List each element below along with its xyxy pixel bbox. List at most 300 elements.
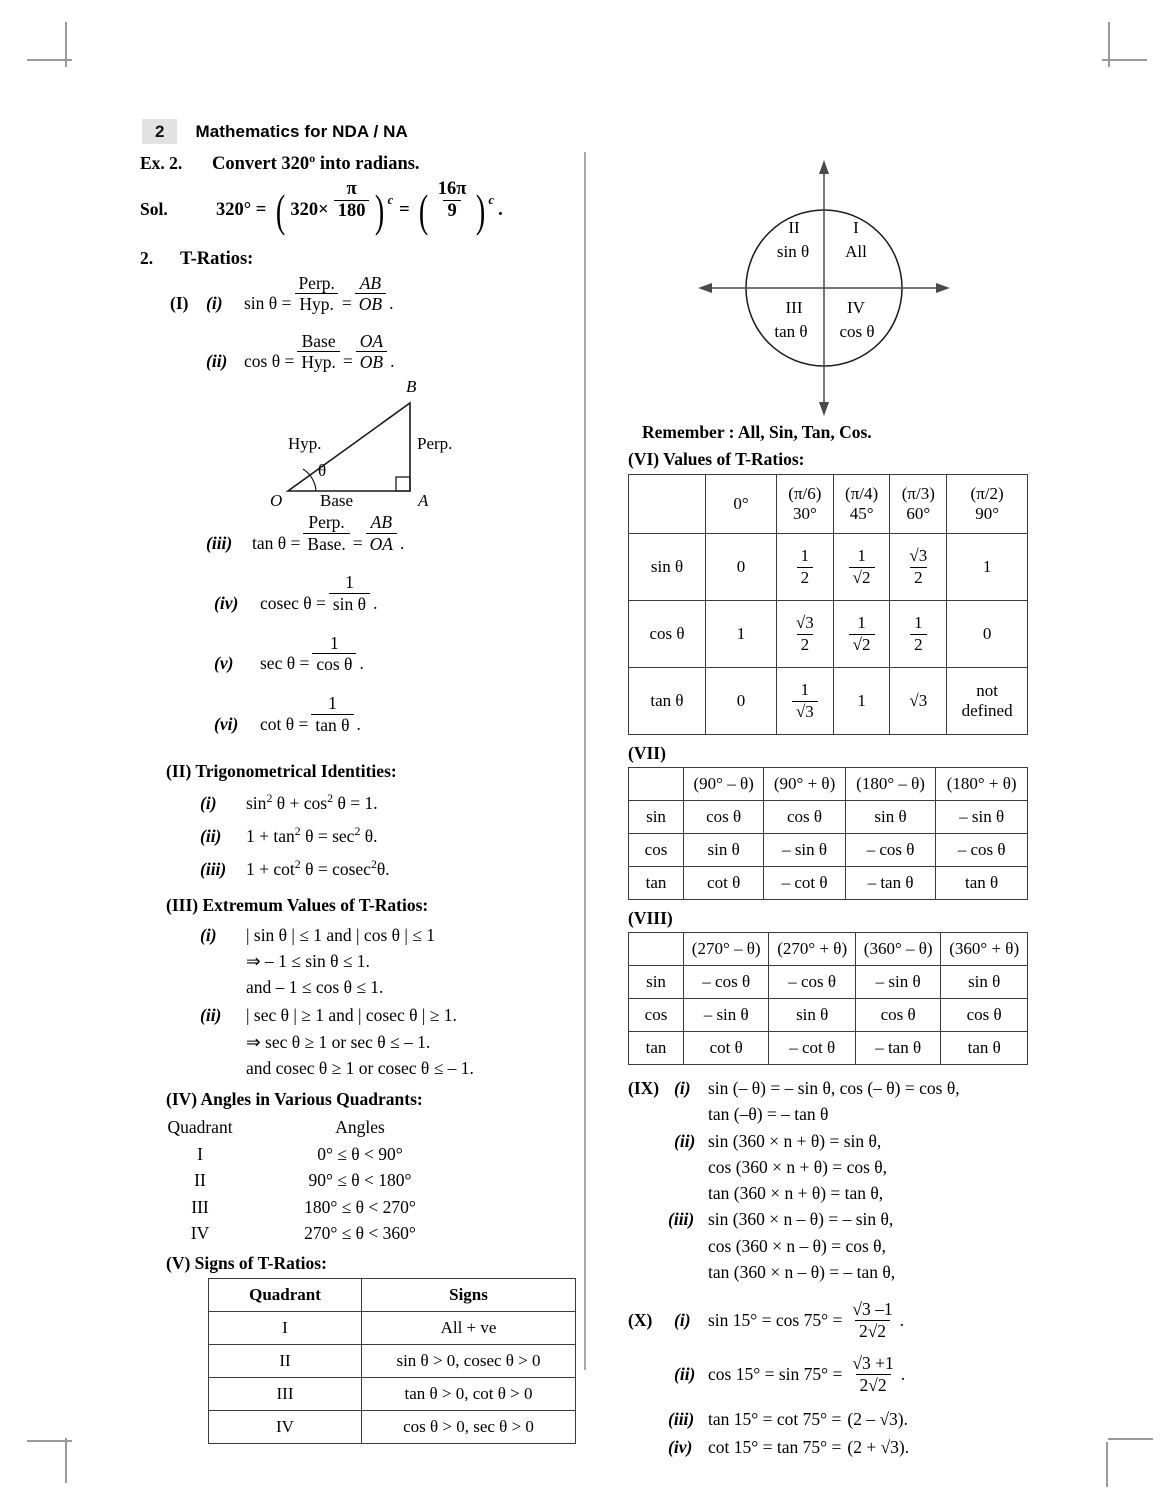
identity-row <box>200 856 580 882</box>
table-header-row <box>209 1279 576 1312</box>
fraction <box>792 680 818 721</box>
function-name: sin θ = <box>244 293 292 314</box>
cell-value <box>777 534 834 601</box>
table-row <box>209 1312 576 1345</box>
cell-quadrant: I <box>209 1312 362 1345</box>
item-number: (ii) <box>200 826 222 847</box>
exponent: 2 <box>294 824 301 839</box>
formula-value: (2 + √3) <box>847 1436 905 1457</box>
col-header: (270° + θ) <box>769 933 856 966</box>
numerator: 1 <box>857 546 866 566</box>
numerator: 1 <box>800 680 810 700</box>
remember-note: Remember : All, Sin, Tan, Cos. <box>642 422 872 442</box>
cell-value: sin θ <box>941 966 1028 999</box>
expr-tail: θ. <box>360 826 378 847</box>
denominator: 180 <box>334 200 370 223</box>
item-number: (i) <box>200 924 217 945</box>
group-II-heading: (II) Trigonometrical Identities: <box>166 760 397 781</box>
extremum-line: ⇒ sec θ ≥ 1 or sec θ ≤ – 1. <box>246 1031 431 1052</box>
formula-line: tan (360 × n + θ) = tan θ, <box>708 1183 884 1203</box>
crop-mark-bottom-right-v <box>1106 1442 1108 1487</box>
cell-quadrant: II <box>209 1345 362 1378</box>
denominator: OB <box>355 293 386 315</box>
radian-label: (π/6) <box>788 484 822 503</box>
side-label-hyp: Hyp. <box>288 433 322 453</box>
table-row <box>629 834 1028 867</box>
fraction <box>848 1353 897 1395</box>
exponent: 2 <box>354 824 361 839</box>
formula-lhs: sin 15° = cos 75° = <box>708 1310 843 1331</box>
table-header-row <box>629 933 1028 966</box>
cell-value: 0 <box>947 601 1028 668</box>
quadrant-number: III <box>191 1196 209 1217</box>
table-row-tan <box>629 668 1028 735</box>
col-header: (270° – θ) <box>684 933 769 966</box>
formula-row <box>178 632 580 684</box>
group-III-heading: (III) Extremum Values of T-Ratios: <box>166 894 429 915</box>
extremum-line: ⇒ – 1 ≤ sin θ ≤ 1. <box>246 950 370 971</box>
book-title: Mathematics for NDA / NA <box>195 121 408 141</box>
page-header <box>142 119 408 144</box>
cell-value: 1 <box>947 534 1028 601</box>
crop-mark-bottom-left-h <box>27 1440 72 1442</box>
formula-line: tan (360 × n – θ) = – tan θ, <box>708 1261 896 1282</box>
quadrant-II-function: sin θ <box>776 242 810 261</box>
table-row <box>209 1411 576 1444</box>
row-header: cos θ <box>629 601 706 668</box>
quadrant-row <box>140 1220 580 1247</box>
cell-value: cos θ <box>855 999 940 1032</box>
formula-line: sin (360 × n + θ) = sin θ, <box>708 1130 882 1151</box>
row-header: tan <box>629 867 684 900</box>
paren-left-icon: ( <box>276 185 286 236</box>
fraction <box>849 546 875 587</box>
expr-tail: θ = 1. <box>333 792 378 813</box>
fraction-ratio <box>294 273 338 315</box>
row-header: tan θ <box>629 668 706 735</box>
numerator: 1 <box>345 572 354 593</box>
denominator: 2√2 <box>856 1374 891 1396</box>
group-X-row <box>628 1353 1033 1395</box>
group-IX-row <box>628 1128 1033 1207</box>
cell-quadrant: III <box>209 1378 362 1411</box>
fraction-sides <box>356 331 387 373</box>
quadrant-angle-range: 180° ≤ θ < 270° <box>304 1196 416 1217</box>
section-2-heading <box>140 245 580 274</box>
extremum-line: | sin θ | ≤ 1 and | cos θ | ≤ 1 <box>246 924 436 945</box>
col-header: (90° – θ) <box>684 768 764 801</box>
numerator: √3 <box>909 546 928 566</box>
cell-signs: All + ve <box>362 1312 576 1345</box>
quadrant-angle-range: 90° ≤ θ < 180° <box>308 1170 412 1191</box>
corner-cell <box>629 768 684 801</box>
numerator: 1 <box>328 692 337 713</box>
period: . <box>390 351 395 372</box>
group-label-X: (X) <box>628 1310 653 1331</box>
formula-line: sin (360 × n – θ) = – sin θ, <box>708 1209 894 1230</box>
quadrant-number: IV <box>190 1223 210 1244</box>
group-label-IX: (IX) <box>628 1078 660 1098</box>
item-number: (ii) <box>200 1005 222 1026</box>
expr-part: 1 + cot <box>246 859 295 880</box>
cell-value: 1 <box>706 601 777 668</box>
fraction <box>792 613 818 654</box>
denominator: 2 <box>910 634 927 655</box>
exponent: 2 <box>327 791 334 806</box>
table-header-row <box>629 768 1028 801</box>
right-triangle-figure <box>270 376 570 516</box>
denominator: 2 <box>910 567 927 588</box>
crop-mark-top-left-h <box>27 59 72 61</box>
table-row <box>629 999 1028 1032</box>
row-header: sin θ <box>629 534 706 601</box>
exponent: 2 <box>370 857 377 872</box>
table-row-sin <box>629 534 1028 601</box>
denominator: 9 <box>443 200 460 223</box>
numerator: AB <box>370 512 393 533</box>
row-header: sin <box>629 801 684 834</box>
formula-row <box>170 512 580 564</box>
numerator: Base <box>301 330 336 351</box>
quadrant-table-header <box>140 1114 580 1141</box>
col-header: (90° + θ) <box>764 768 846 801</box>
table-header-row <box>629 475 1028 534</box>
group-X-row <box>628 1434 1033 1460</box>
denominator: √2 <box>849 634 875 655</box>
expr-mid: θ + cos <box>272 792 328 813</box>
row-header: tan <box>629 1032 684 1065</box>
item-number: (iii) <box>200 859 227 880</box>
col-header-signs: Signs <box>362 1279 576 1312</box>
extremum-line: and cosec θ ≥ 1 or cosec θ ≤ – 1. <box>246 1057 474 1078</box>
value-line-1: not <box>976 681 998 700</box>
item-number: (ii) <box>674 1364 696 1385</box>
identity-row <box>200 790 580 816</box>
numerator: 1 <box>330 632 339 653</box>
fraction-16pi-9 <box>434 179 471 224</box>
numerator: √3 +1 <box>852 1353 894 1374</box>
left-column <box>140 150 580 1444</box>
period: . <box>899 1310 904 1331</box>
group-X-row <box>628 1406 1033 1432</box>
angle-label-theta: θ <box>318 460 327 480</box>
value-line-2: defined <box>961 701 1013 720</box>
side-label-perp: Perp. <box>417 433 453 453</box>
quadrant-I-roman: I <box>853 218 859 237</box>
quadrant-angle-range: 270° ≤ θ < 360° <box>304 1223 416 1244</box>
group-label-I: (I) <box>170 293 189 314</box>
item-number: (iv) <box>214 593 239 614</box>
quadrant-row <box>140 1167 580 1194</box>
radian-label: (π/3) <box>901 484 935 503</box>
col-header: (360° + θ) <box>941 933 1028 966</box>
fraction-reciprocal <box>311 693 353 735</box>
vertex-label-O: O <box>270 490 283 510</box>
item-number: (ii) <box>206 351 228 372</box>
expr-part: 1 + tan <box>246 826 295 847</box>
equals-sign: = <box>399 200 410 221</box>
paren-left-icon-2: ( <box>418 185 428 236</box>
cell-value: sin θ <box>845 801 935 834</box>
extremum-row <box>200 1002 580 1081</box>
formula-lhs: cot 15° = tan 75° = <box>708 1436 842 1457</box>
paren-right-icon: ) <box>375 185 385 236</box>
col-header-30deg <box>777 475 834 534</box>
crop-mark-bottom-right-h <box>1108 1438 1153 1440</box>
fraction <box>797 546 814 587</box>
cell-value: – sin θ <box>684 999 769 1032</box>
exponent: 2 <box>294 857 301 872</box>
formula-line: cos (360 × n – θ) = cos θ, <box>708 1235 886 1256</box>
quadrant-III-function: tan θ <box>774 322 808 341</box>
quadrant-number: II <box>194 1170 206 1191</box>
formula-lhs: cos 15° = sin 75° = <box>708 1364 843 1385</box>
exponent-c-2: c <box>488 192 495 207</box>
cell-value: – sin θ <box>855 966 940 999</box>
section-number: 2. <box>140 248 154 269</box>
expr-tail: θ. <box>376 859 390 880</box>
expr-mid: θ = cosec <box>300 859 371 880</box>
cell-value: – cos θ <box>684 966 769 999</box>
crop-mark-top-right-h <box>1102 59 1147 61</box>
fraction-pi-180 <box>334 179 370 224</box>
cell-value: cos θ <box>941 999 1028 1032</box>
solution-lhs: 320° = <box>216 200 267 221</box>
factor-320: 320× <box>290 200 329 221</box>
cell-value <box>777 601 834 668</box>
denominator: Hyp. <box>297 351 340 373</box>
item-number: (iii) <box>206 532 233 553</box>
item-number: (iii) <box>668 1209 695 1230</box>
item-number: (i) <box>206 293 223 314</box>
item-number: (vi) <box>214 713 239 734</box>
period: . <box>904 1436 910 1457</box>
fraction <box>849 613 875 654</box>
cell-value: – tan θ <box>845 867 935 900</box>
allied-angles-table-2 <box>628 932 1028 1065</box>
cell-value <box>777 668 834 735</box>
group-IV-heading: (IV) Angles in Various Quadrants: <box>166 1089 423 1110</box>
quadrant-IV-roman: IV <box>847 298 865 317</box>
equals: = <box>341 293 352 314</box>
cell-value: 0 <box>706 668 777 735</box>
item-number: (ii) <box>674 1130 696 1151</box>
cell-value: cot θ <box>684 1032 769 1065</box>
numerator: OA <box>359 330 384 351</box>
numerator: Perp. <box>308 512 345 533</box>
quadrant-number: I <box>197 1143 203 1164</box>
formula-row <box>178 572 580 624</box>
col-header: (360° – θ) <box>855 933 940 966</box>
cell-signs: sin θ > 0, cosec θ > 0 <box>362 1345 576 1378</box>
fraction-sides <box>366 512 397 554</box>
group-X-row <box>628 1299 1033 1341</box>
equals: = <box>342 351 353 372</box>
example-statement <box>140 150 580 179</box>
cell-value: tan θ <box>936 867 1028 900</box>
cell-value: sin θ <box>769 999 856 1032</box>
group-VIII-heading: (VIII) <box>628 908 673 928</box>
denominator: √3 <box>792 701 818 722</box>
cell-value: √3 <box>890 668 947 735</box>
vertex-label-B: B <box>406 376 417 396</box>
expr-part: sin <box>246 792 267 813</box>
col-header-90deg <box>947 475 1028 534</box>
cell-value <box>833 601 890 668</box>
quadrant-circle-figure <box>676 152 976 420</box>
item-number: (i) <box>674 1310 691 1331</box>
function-name: sec θ = <box>260 653 310 674</box>
equals: = <box>352 532 363 553</box>
quadrant-I-function: All <box>845 242 867 261</box>
cell-value: tan θ <box>941 1032 1028 1065</box>
table-row <box>629 966 1028 999</box>
denominator: cos θ <box>312 653 356 675</box>
fraction-ratio <box>297 331 340 373</box>
crop-mark-bottom-left-v <box>65 1438 67 1483</box>
table-row <box>209 1345 576 1378</box>
expr-mid: θ = sec <box>300 826 355 847</box>
numerator: 1 <box>800 546 810 566</box>
item-number: (i) <box>200 792 217 813</box>
t-ratio-values-table <box>628 474 1028 735</box>
table-row <box>629 801 1028 834</box>
col-header-angles: Angles <box>335 1117 385 1138</box>
extremum-line: | sec θ | ≥ 1 and | cosec θ | ≥ 1. <box>246 1005 457 1026</box>
formula-value: (2 – √3) <box>847 1408 904 1429</box>
cell-value: – cos θ <box>845 834 935 867</box>
period: . <box>356 713 361 734</box>
formula-line: tan (–θ) = – tan θ <box>708 1104 829 1125</box>
formula-row <box>178 692 580 745</box>
cell-value <box>947 668 1028 735</box>
example-text: Convert 320º into radians. <box>212 154 420 174</box>
numerator: π <box>346 178 357 199</box>
col-header: (180° – θ) <box>845 768 935 801</box>
cell-value: 0 <box>706 534 777 601</box>
table-row <box>629 867 1028 900</box>
period: . <box>373 593 378 614</box>
group-VI-heading: (VI) Values of T-Ratios: <box>628 449 805 469</box>
period: . <box>903 1408 909 1429</box>
quadrant-IV-function: cos θ <box>839 322 875 341</box>
numerator: 1 <box>857 613 866 633</box>
fraction-reciprocal <box>329 572 370 614</box>
fraction-sides <box>355 273 386 315</box>
solution-label: Sol. <box>140 199 168 220</box>
cell-value: – cos θ <box>936 834 1028 867</box>
extremum-row <box>200 922 580 1001</box>
denominator: OB <box>356 351 387 373</box>
paren-right-icon-2: ) <box>476 185 486 236</box>
denominator: OA <box>366 533 397 555</box>
col-header-quadrant: Quadrant <box>209 1279 362 1312</box>
vertex-label-A: A <box>418 490 429 510</box>
function-name: tan θ = <box>252 532 301 553</box>
section-title: T-Ratios: <box>180 249 254 270</box>
function-name: cot θ = <box>260 713 309 734</box>
formula-line: cos (360 × n + θ) = cos θ, <box>708 1156 888 1177</box>
col-header-60deg <box>890 475 947 534</box>
denominator: 2 <box>797 634 814 655</box>
table-row-cos <box>629 601 1028 668</box>
page-number-badge: 2 <box>142 119 177 144</box>
fraction-reciprocal <box>312 633 356 675</box>
col-header: (180° + θ) <box>936 768 1028 801</box>
signs-table <box>208 1278 576 1444</box>
corner-cell <box>629 933 684 966</box>
cell-quadrant: IV <box>209 1411 362 1444</box>
cell-value <box>833 534 890 601</box>
row-header: cos <box>629 999 684 1032</box>
numerator: √3 <box>795 613 814 633</box>
example-label: Ex. 2. <box>140 153 183 173</box>
exponent-c-1: c <box>387 192 394 207</box>
quadrant-row <box>140 1141 580 1168</box>
group-VII-heading: (VII) <box>628 743 666 763</box>
cell-value: – cos θ <box>769 966 856 999</box>
period: . <box>359 653 364 674</box>
formula-lhs: tan 15° = cot 75° = <box>708 1408 842 1429</box>
fraction <box>848 1299 896 1341</box>
extremum-line: and – 1 ≤ cos θ ≤ 1. <box>246 977 384 998</box>
quadrant-angle-range: 0° ≤ θ < 90° <box>317 1143 403 1164</box>
period: . <box>400 532 405 553</box>
denominator: Hyp. <box>295 293 338 315</box>
numerator: √3 –1 <box>852 1299 893 1319</box>
cell-value: cos θ <box>684 801 764 834</box>
col-header-quadrant: Quadrant <box>167 1117 233 1138</box>
formula-line: sin (– θ) = – sin θ, cos (– θ) = cos θ, <box>708 1078 960 1098</box>
denominator: 2√2 <box>855 1320 890 1342</box>
formula-row <box>170 330 580 382</box>
quadrant-II-roman: II <box>788 218 800 237</box>
cell-value: cos θ <box>764 801 846 834</box>
exponent: 2 <box>266 791 273 806</box>
column-divider <box>584 152 586 1370</box>
allied-angles-table-1 <box>628 767 1028 900</box>
cell-value: – cot θ <box>764 867 846 900</box>
period: . <box>389 293 394 314</box>
table-row <box>629 1032 1028 1065</box>
group-IX-row <box>628 1075 1033 1128</box>
numerator: AB <box>359 272 382 293</box>
denominator: sin θ <box>329 593 370 615</box>
cell-value <box>890 534 947 601</box>
cell-signs: cos θ > 0, sec θ > 0 <box>362 1411 576 1444</box>
denominator: √2 <box>849 567 875 588</box>
function-name: cosec θ = <box>260 593 326 614</box>
row-header: cos <box>629 834 684 867</box>
item-number: (iii) <box>668 1408 695 1429</box>
quadrant-III-roman: III <box>785 298 803 317</box>
period: . <box>900 1364 906 1385</box>
degree-label: 90° <box>975 504 999 523</box>
cell-value: – tan θ <box>855 1032 940 1065</box>
right-column <box>628 150 1033 1460</box>
cell-value: – sin θ <box>764 834 846 867</box>
row-header: sin <box>629 966 684 999</box>
degree-label: 60° <box>906 504 931 523</box>
formula-row <box>170 272 580 324</box>
period: . <box>498 200 503 221</box>
cell-value: cot θ <box>684 867 764 900</box>
side-label-base: Base <box>320 490 354 510</box>
item-number: (v) <box>214 653 234 674</box>
denominator: 2 <box>797 567 814 588</box>
fraction <box>905 546 931 587</box>
table-row <box>209 1378 576 1411</box>
